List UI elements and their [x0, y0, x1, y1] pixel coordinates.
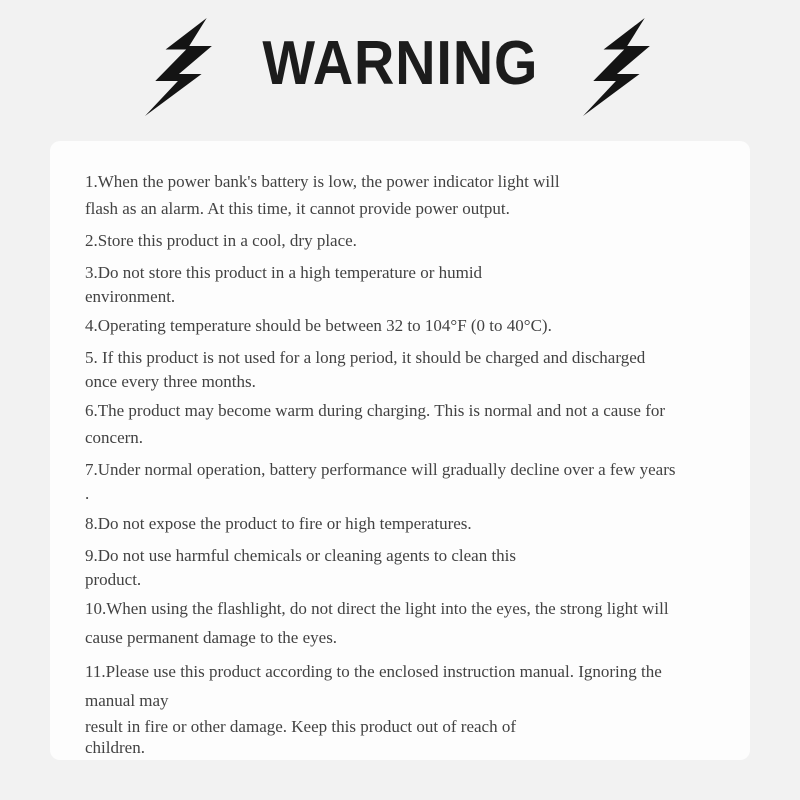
warning-line: 10.When using the flashlight, do not direct the light into the eyes, the strong light will — [85, 599, 669, 618]
warning-item-2 — [85, 227, 724, 254]
page-title: WARNING — [262, 29, 538, 98]
warning-line: 7.Under normal operation, battery performance will gradually decline over a few years — [85, 460, 676, 479]
warning-line: flash as an alarm. At this time, it cannot provide power output. — [85, 199, 510, 218]
warning-line: once every three months. — [85, 372, 256, 391]
warning-item-8 — [85, 510, 724, 537]
warning-card — [50, 141, 750, 760]
warning-item-10 — [85, 595, 724, 653]
warning-item-9 — [85, 542, 724, 590]
warning-item-4 — [85, 312, 724, 339]
warning-line: product. — [85, 570, 142, 589]
warning-line: children. — [85, 738, 145, 757]
page-header — [0, 12, 800, 122]
warning-line: result in fire or other damage. Keep this product out of reach of — [85, 717, 516, 736]
warning-item-6 — [85, 397, 724, 451]
warning-item-3 — [85, 259, 724, 307]
warning-line: . — [85, 484, 90, 503]
warning-line: 4.Operating temperature should be between 32 to 104°F (0 to 40°C). — [85, 316, 552, 335]
warning-item-7 — [85, 456, 724, 505]
warning-line: 6.The product may become warm during charging. This is normal and not a cause for — [85, 401, 666, 420]
warning-line: environment. — [85, 287, 176, 306]
warning-line: 11.Please use this product according to the enclosed instruction manual. Ignoring the — [85, 662, 662, 681]
warning-line: 8.Do not expose the product to fire or high temperatures. — [85, 514, 472, 533]
warning-line: cause permanent damage to the eyes. — [85, 628, 338, 647]
lightning-bolt-icon — [583, 18, 655, 116]
warning-item-5 — [85, 344, 724, 392]
warning-item-11 — [85, 658, 724, 758]
warning-line: concern. — [85, 428, 144, 447]
warning-line: 1.When the power bank's battery is low, the power indicator light will — [85, 172, 560, 191]
warning-line: 5. If this product is not used for a long period, it should be charged and discharged — [85, 348, 646, 367]
warning-item-1 — [85, 168, 724, 222]
warning-line: 3.Do not store this product in a high temperature or humid — [85, 263, 483, 282]
warning-line: 2.Store this product in a cool, dry place. — [85, 231, 357, 250]
warning-line: 9.Do not use harmful chemicals or cleaning agents to clean this — [85, 546, 517, 565]
lightning-bolt-icon — [145, 18, 217, 116]
warning-line: manual may — [85, 691, 169, 710]
